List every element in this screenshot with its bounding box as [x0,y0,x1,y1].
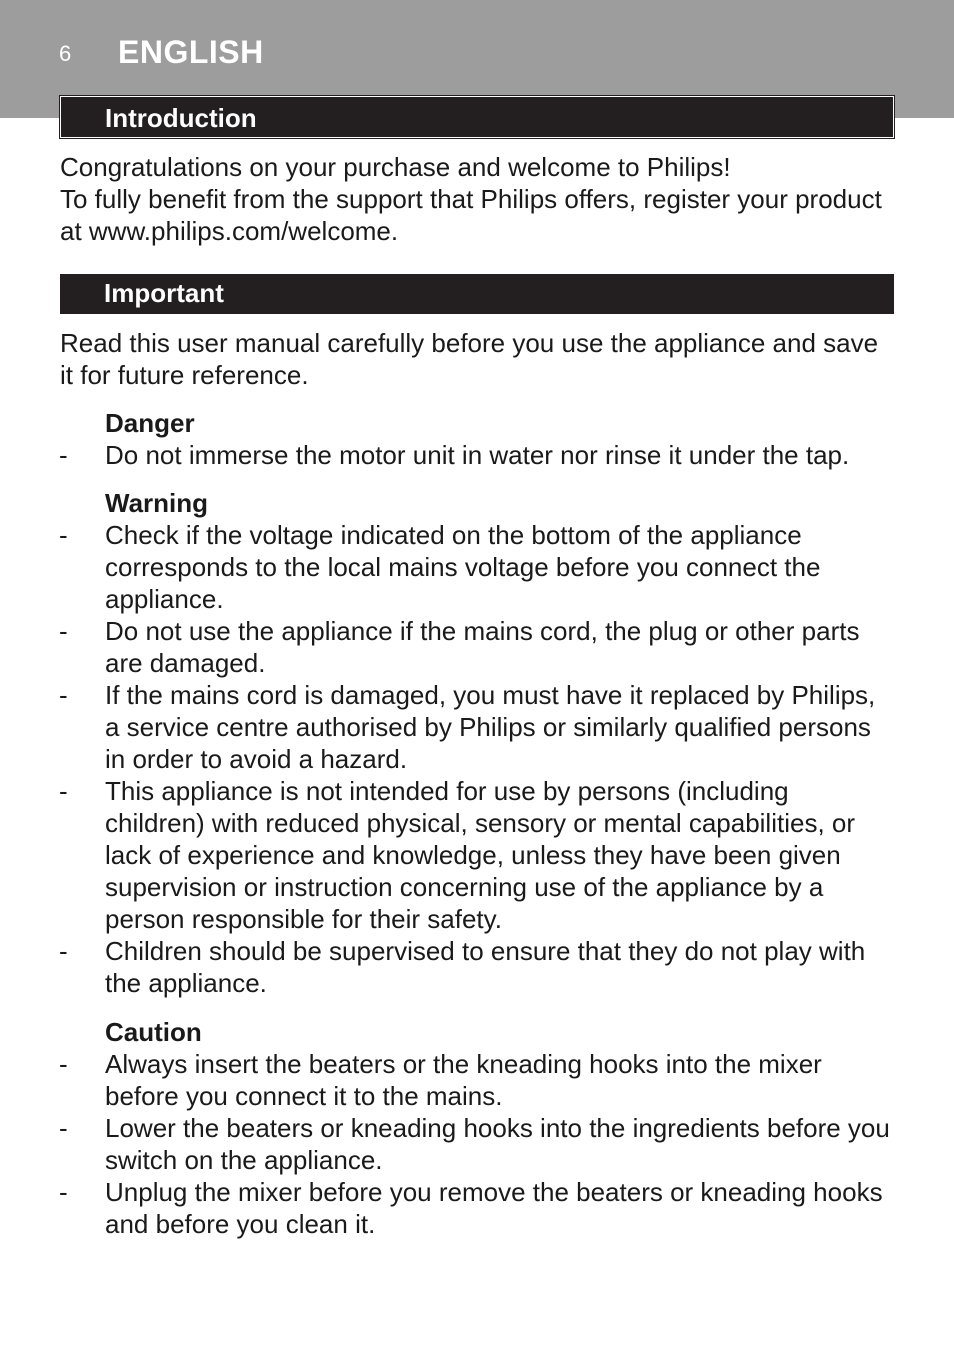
warning-list [0,519,880,999]
list-dash: - [59,1177,68,1207]
list-item-text: Lower the beaters or kneading hooks into the ingredients before you switch on the appliance. [105,1113,890,1175]
important-intro-paragraph: Read this user manual carefully before you use the appliance and save it for future reference. [60,328,879,390]
list-item [0,519,880,615]
introduction-paragraph: To fully benefit from the support that Philips offers, register your product at www.philips.com/welcome. [60,184,882,246]
list-item [0,439,900,471]
list-dash: - [59,520,68,550]
language-title: ENGLISH [118,34,264,70]
introduction-paragraph: Congratulations on your purchase and welcome to Philips! [60,152,731,182]
list-item [0,1048,900,1112]
section-bar-introduction [60,96,894,138]
list-item-text: Check if the voltage indicated on the bottom of the appliance corresponds to the local mains voltage before you connect the appliance. [105,520,821,614]
list-item-text: This appliance is not intended for use by persons (including children) with reduced physical, sensory or mental capabilities, or lack of experience and knowledge, unless they have been given supervision or instruction concerning use of the appliance by a person responsible for their safety. [105,776,856,934]
section-title-important: Important [104,278,224,308]
list-item-text: Do not immerse the motor unit in water nor rinse it under the tap. [105,440,850,470]
page-number: 6 [59,41,72,66]
important-intro [60,327,890,391]
list-dash: - [59,616,68,646]
list-item [0,1112,900,1176]
list-item-text: Do not use the appliance if the mains cord, the plug or other parts are damaged. [105,616,860,678]
list-dash: - [59,1049,68,1079]
section-bar-important [60,274,894,314]
danger-list [0,439,900,471]
list-item-text: Unplug the mixer before you remove the beaters or kneading hooks and before you clean it. [105,1177,883,1239]
introduction-text [60,151,900,247]
list-item [0,1176,900,1240]
list-dash: - [59,1113,68,1143]
caution-heading: Caution [105,1017,202,1047]
list-item [0,615,880,679]
warning-heading: Warning [105,488,209,518]
list-item-text: Always insert the beaters or the kneading hooks into the mixer before you connect it to the mains. [105,1049,822,1111]
list-item [0,935,880,999]
list-dash: - [59,440,68,470]
section-title-introduction: Introduction [105,103,257,133]
list-item-text: Children should be supervised to ensure that they do not play with the appliance. [105,936,866,998]
list-item-text: If the mains cord is damaged, you must have it replaced by Philips, a service centre authorised by Philips or similarly qualified persons in order to avoid a hazard. [105,680,876,774]
caution-list [0,1048,900,1240]
list-dash: - [59,776,68,806]
danger-heading: Danger [105,408,195,438]
list-item [0,775,880,935]
list-item [0,679,880,775]
list-dash: - [59,936,68,966]
list-dash: - [59,680,68,710]
